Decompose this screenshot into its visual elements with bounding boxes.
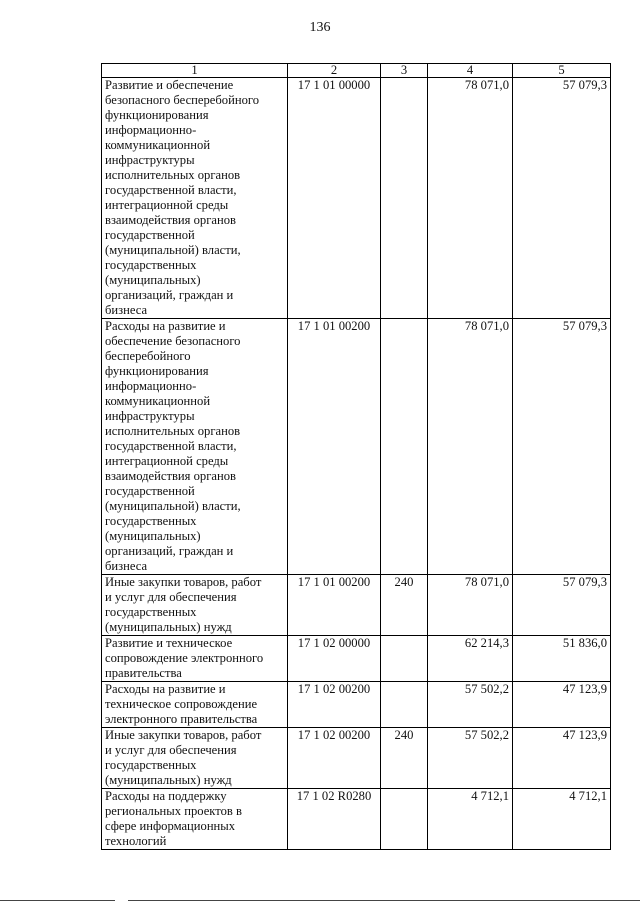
row-type [381,789,428,850]
row-code: 17 1 01 00200 [288,575,381,636]
row-value-2: 47 123,9 [513,728,611,789]
page-number: 136 [309,20,331,35]
row-value-2: 4 712,1 [513,789,611,850]
row-value-2: 47 123,9 [513,682,611,728]
row-name: Расходы на развитие и обеспечение безопасного бесперебойного функционирования информационно- коммуникационной инфраструктуры исполнительных органов государственной власти, интеграционной среды взаимодействия органов государственной (муниципальной) власти, государственных (муниципальных) организаций, граждан и бизнеса [102,319,288,575]
table-row [102,319,611,575]
row-value-2: 51 836,0 [513,636,611,682]
page-bottom-rule-left [0,900,115,901]
table-header [102,64,611,78]
row-code: 17 1 02 00000 [288,636,381,682]
row-code: 17 1 02 00200 [288,728,381,789]
row-value-1: 78 071,0 [428,78,513,319]
table-body [102,78,611,850]
header-col-3: 3 [381,64,428,78]
row-type [381,78,428,319]
table-row [102,636,611,682]
row-name: Расходы на развитие и техническое сопровождение электронного правительства [102,682,288,728]
row-type [381,682,428,728]
table-row [102,575,611,636]
row-name: Иные закупки товаров, работ и услуг для обеспечения государственных (муниципальных) нужд [102,728,288,789]
budget-table [101,63,611,850]
row-type [381,319,428,575]
row-value-2: 57 079,3 [513,78,611,319]
row-value-2: 57 079,3 [513,319,611,575]
row-value-1: 4 712,1 [428,789,513,850]
header-col-4: 4 [428,64,513,78]
header-col-5: 5 [513,64,611,78]
row-name: Расходы на поддержку региональных проектов в сфере информационных технологий [102,789,288,850]
row-type [381,636,428,682]
row-code: 17 1 02 R0280 [288,789,381,850]
table-row [102,789,611,850]
row-value-1: 62 214,3 [428,636,513,682]
row-type: 240 [381,575,428,636]
row-name: Развитие и обеспечение безопасного бесперебойного функционирования информационно- коммуникационной инфраструктуры исполнительных органов государственной власти, интеграционной среды взаимодействия органов государственной (муниципальной) власти, государственных (муниципальных) организаций, граждан и бизнеса [102,78,288,319]
row-code: 17 1 02 00200 [288,682,381,728]
row-name: Развитие и техническое сопровождение электронного правительства [102,636,288,682]
row-type: 240 [381,728,428,789]
row-code: 17 1 01 00000 [288,78,381,319]
row-value-1: 57 502,2 [428,682,513,728]
table-row [102,682,611,728]
row-code: 17 1 01 00200 [288,319,381,575]
row-value-1: 57 502,2 [428,728,513,789]
row-value-1: 78 071,0 [428,319,513,575]
page-bottom-rule-right [128,900,640,901]
row-value-2: 57 079,3 [513,575,611,636]
table-row [102,78,611,319]
header-col-1: 1 [102,64,288,78]
row-value-1: 78 071,0 [428,575,513,636]
header-row [102,64,611,78]
header-col-2: 2 [288,64,381,78]
table-row [102,728,611,789]
row-name: Иные закупки товаров, работ и услуг для обеспечения государственных (муниципальных) нужд [102,575,288,636]
